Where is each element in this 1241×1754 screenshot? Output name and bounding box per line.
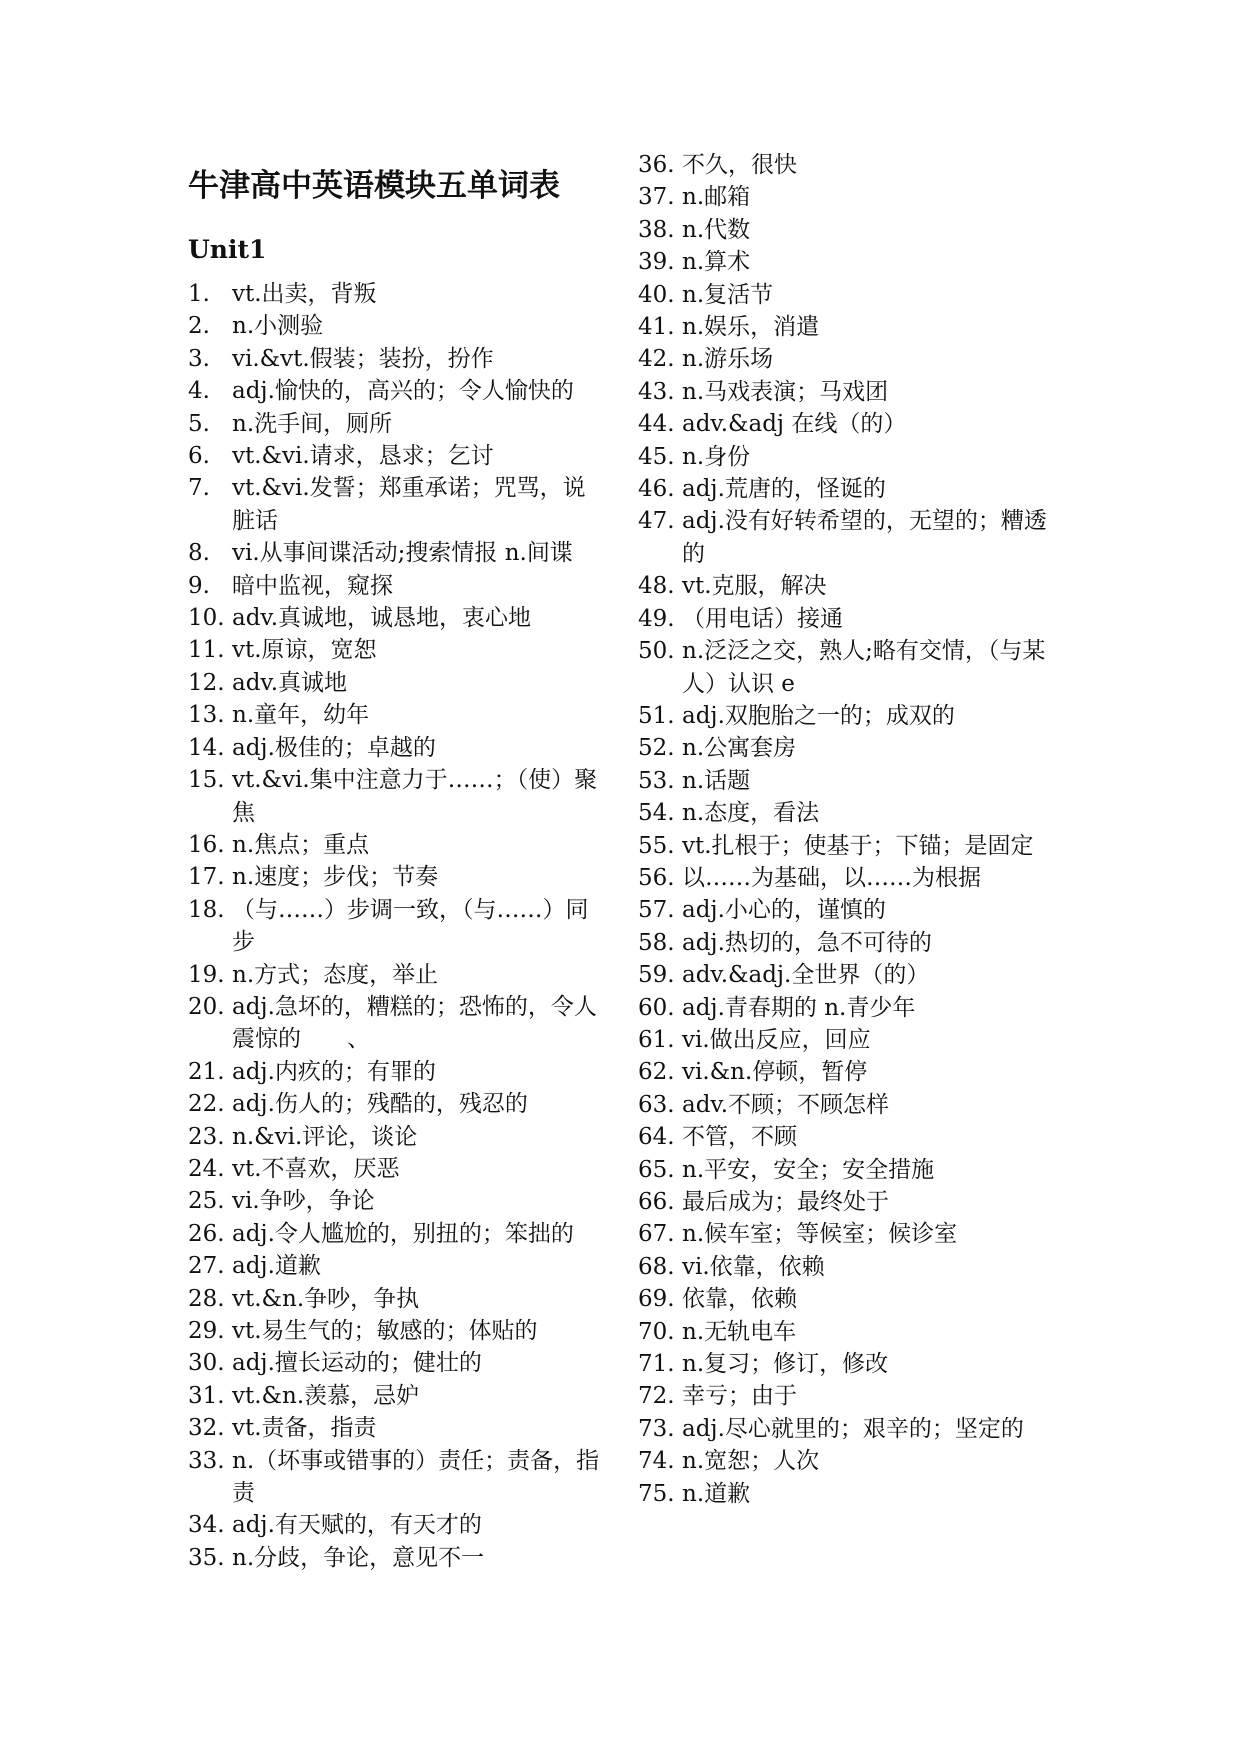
entry-number: 6. (188, 443, 210, 470)
entry-number: 45. (638, 443, 675, 470)
entry-definition: （用电话）接通 (682, 605, 843, 632)
entry-number: 42. (638, 346, 675, 373)
entry-definition: n.复习；修订，修改 (682, 1351, 889, 1378)
entry-number: 41. (638, 314, 675, 341)
entry-number: 33. (188, 1447, 225, 1474)
entry-definition: n.童年，幼年 (232, 702, 370, 729)
entry-number: 43. (638, 378, 675, 405)
unit-heading: Unit1 (188, 235, 267, 264)
vocabulary-entry (188, 1315, 608, 1347)
entry-definition: 以……为基础，以……为根据 (682, 864, 981, 891)
vocabulary-entry (638, 279, 1058, 311)
entry-definition: adj.急坏的，糟糕的；恐怖的，令人震惊的 、 (232, 993, 597, 1053)
entry-number: 12. (188, 669, 225, 696)
entry-definition: adv.真诚地 (232, 669, 348, 696)
vocabulary-entry (188, 1121, 608, 1153)
entry-definition: n.小测验 (232, 313, 324, 340)
entry-number: 9. (188, 572, 210, 599)
entry-number: 61. (638, 1026, 675, 1053)
entry-definition: vi.从事间谍活动;搜索情报 n.间谍 (232, 540, 573, 567)
entry-number: 48. (638, 573, 675, 600)
entry-number: 21. (188, 1058, 225, 1085)
entry-definition: n.分歧，争论，意见不一 (232, 1544, 485, 1571)
right-vocabulary-column (638, 149, 1058, 1510)
vocabulary-entry (638, 343, 1058, 375)
entry-number: 5. (188, 410, 210, 437)
entry-definition: vi.&n.停顿，暂停 (682, 1059, 868, 1086)
vocabulary-entry (638, 1283, 1058, 1315)
vocabulary-entry (188, 1412, 608, 1444)
entry-definition: n.（坏事或错事的）责任；责备，指责 (232, 1447, 600, 1507)
entry-definition: vt.原谅，宽恕 (232, 637, 377, 664)
entry-number: 19. (188, 961, 225, 988)
vocabulary-entry (638, 1186, 1058, 1218)
entry-definition: adj.极佳的；卓越的 (232, 734, 436, 761)
entry-definition: vt.&vi.集中注意力于……；（使）聚焦 (232, 767, 598, 826)
entry-definition: 最后成为；最终处于 (682, 1189, 889, 1215)
vocabulary-entry (638, 311, 1058, 343)
entry-definition: adj.伤人的；残酷的，残忍的 (232, 1091, 528, 1118)
entry-definition: adj.令人尴尬的，别扭的；笨拙的 (232, 1220, 574, 1247)
entry-number: 54. (638, 800, 675, 827)
vocabulary-entry (638, 149, 1058, 181)
vocabulary-entry (638, 1348, 1058, 1380)
entry-definition: n.话题 (682, 767, 751, 794)
vocabulary-entry (188, 472, 608, 537)
entry-definition: n.平安，安全；安全措施 (682, 1156, 935, 1183)
entry-definition: adj.道歉 (232, 1253, 321, 1280)
entry-definition: n.宽恕；人次 (682, 1448, 820, 1475)
entry-number: 10. (188, 605, 225, 632)
entry-number: 1. (188, 281, 210, 307)
entry-number: 18. (188, 896, 225, 923)
entry-number: 51. (638, 702, 675, 729)
entry-number: 17. (188, 864, 225, 891)
vocabulary-entry (188, 1542, 608, 1574)
vocabulary-entry (638, 1316, 1058, 1348)
vocabulary-entry (188, 310, 608, 342)
entry-number: 72. (638, 1383, 675, 1410)
vocabulary-entry (188, 732, 608, 764)
vocabulary-entry (638, 927, 1058, 959)
entry-number: 71. (638, 1351, 675, 1378)
entry-number: 22. (188, 1091, 225, 1118)
vocabulary-entry (188, 408, 608, 440)
vocabulary-entry (638, 1445, 1058, 1477)
entry-number: 15. (188, 767, 225, 794)
vocabulary-entry (638, 635, 1058, 700)
entry-definition: adj.青春期的 n.青少年 (682, 994, 916, 1021)
entry-definition: adj.双胞胎之一的；成双的 (682, 702, 955, 729)
entry-definition: adv.真诚地，诚恳地，衷心地 (232, 605, 532, 632)
entry-definition: n.代数 (682, 216, 751, 243)
entry-definition: adj.尽心就里的；艰辛的；坚定的 (682, 1415, 1024, 1442)
vocabulary-entry (188, 1509, 608, 1541)
entry-number: 53. (638, 767, 675, 794)
entry-definition: vt.责备，指责 (232, 1415, 377, 1442)
vocabulary-entry (188, 1347, 608, 1379)
vocabulary-entry (638, 894, 1058, 926)
vocabulary-entry (188, 894, 608, 959)
entry-number: 25. (188, 1188, 225, 1215)
entry-number: 3. (188, 345, 210, 372)
vocabulary-entry (638, 1413, 1058, 1445)
entry-number: 55. (638, 832, 675, 859)
entry-definition: vi.&vt.假装；装扮，扮作 (232, 345, 494, 372)
vocabulary-entry (638, 700, 1058, 732)
entry-definition: 不久，很快 (682, 152, 797, 178)
entry-number: 4. (188, 378, 210, 405)
entry-number: 31. (188, 1382, 225, 1409)
entry-definition: vt.出卖，背叛 (232, 281, 377, 307)
entry-number: 69. (638, 1286, 675, 1313)
vocabulary-entry (638, 732, 1058, 764)
entry-definition: vt.不喜欢，厌恶 (232, 1155, 400, 1182)
entry-number: 23. (188, 1123, 225, 1150)
entry-number: 68. (638, 1253, 675, 1280)
entry-definition: vi.依靠，依赖 (682, 1253, 825, 1280)
entry-definition: 不管，不顾 (682, 1124, 797, 1151)
left-vocabulary-column (188, 278, 608, 1574)
vocabulary-entry (638, 1380, 1058, 1412)
vocabulary-entry (638, 603, 1058, 635)
entry-number: 44. (638, 411, 675, 438)
entry-definition: n.速度；步伐；节奏 (232, 864, 439, 891)
entry-definition: n.方式；态度，举止 (232, 961, 439, 988)
vocabulary-entry (638, 1251, 1058, 1283)
entry-definition: adj.荒唐的，怪诞的 (682, 476, 886, 503)
entry-number: 38. (638, 216, 675, 243)
entry-number: 2. (188, 313, 210, 340)
entry-number: 57. (638, 897, 675, 924)
entry-definition: n.算术 (682, 249, 751, 276)
vocabulary-entry (638, 797, 1058, 829)
entry-definition: vt.扎根于；使基于；下锚；是固定 (682, 832, 1034, 859)
vocabulary-entry (188, 764, 608, 829)
entry-number: 37. (638, 184, 675, 211)
entry-number: 11. (188, 637, 225, 664)
entry-definition: 暗中监视，窥探 (232, 572, 393, 599)
vocabulary-entry (638, 959, 1058, 991)
entry-definition: vt.克服，解决 (682, 573, 827, 600)
entry-number: 8. (188, 540, 210, 567)
entry-definition: n.洗手间，厕所 (232, 410, 393, 437)
entry-definition: n.&vi.评论，谈论 (232, 1123, 418, 1150)
vocabulary-entry (188, 537, 608, 569)
entry-number: 36. (638, 152, 675, 178)
entry-number: 27. (188, 1253, 225, 1280)
entry-number: 49. (638, 605, 675, 632)
entry-number: 70. (638, 1318, 675, 1345)
entry-number: 35. (188, 1544, 225, 1571)
vocabulary-entry (188, 440, 608, 472)
entry-definition: （与……）步调一致，（与……）同步 (232, 896, 589, 956)
entry-definition: vt.&n.羡慕，忌妒 (232, 1382, 420, 1409)
entry-definition: adj.擅长运动的；健壮的 (232, 1350, 482, 1377)
entry-number: 13. (188, 702, 225, 729)
entry-number: 24. (188, 1155, 225, 1182)
vocabulary-entry (638, 1024, 1058, 1056)
vocabulary-entry (188, 991, 608, 1056)
entry-definition: vt.&vi.发誓；郑重承诺；咒骂，说脏话 (232, 475, 586, 534)
entry-definition: n.马戏表演；马戏团 (682, 378, 889, 405)
vocabulary-entry (638, 1154, 1058, 1186)
entry-definition: adj.小心的，谨慎的 (682, 897, 886, 924)
entry-definition: n.娱乐，消遣 (682, 314, 820, 341)
vocabulary-entry (188, 570, 608, 602)
vocabulary-entry (638, 992, 1058, 1024)
entry-definition: n.身份 (682, 443, 751, 470)
entry-number: 59. (638, 962, 675, 989)
entry-definition: vi.争吵，争论 (232, 1188, 375, 1215)
entry-number: 16. (188, 831, 225, 858)
entry-definition: n.公寓套房 (682, 735, 797, 762)
entry-number: 63. (638, 1091, 675, 1118)
entry-definition: adv.&adj.全世界（的） (682, 962, 930, 989)
vocabulary-entry (188, 959, 608, 991)
entry-definition: n.泛泛之交，熟人;略有交情，（与某人）认识 e (682, 638, 1046, 697)
vocabulary-entry (188, 602, 608, 634)
vocabulary-entry (188, 861, 608, 893)
entry-definition: adj.没有好转希望的，无望的；糟透的 (682, 508, 1047, 567)
vocabulary-entry (188, 343, 608, 375)
entry-definition: adj.愉快的，高兴的；令人愉快的 (232, 378, 574, 405)
vocabulary-entry (638, 1089, 1058, 1121)
entry-number: 67. (638, 1221, 675, 1248)
entry-number: 20. (188, 993, 225, 1020)
vocabulary-entry (188, 1185, 608, 1217)
entry-definition: n.焦点；重点 (232, 831, 370, 858)
vocabulary-entry (638, 473, 1058, 505)
vocabulary-entry (188, 829, 608, 861)
entry-definition: adj.有天赋的，有天才的 (232, 1512, 482, 1539)
vocabulary-entry (638, 830, 1058, 862)
entry-definition: adj.热切的，急不可待的 (682, 929, 932, 956)
entry-number: 32. (188, 1415, 225, 1442)
entry-definition: vt.&vi.请求，恳求；乞讨 (232, 443, 494, 470)
vocabulary-entry (188, 634, 608, 666)
entry-number: 29. (188, 1318, 225, 1344)
vocabulary-entry (188, 699, 608, 731)
entry-definition: adj.内疚的；有罪的 (232, 1058, 436, 1085)
vocabulary-entry (638, 1218, 1058, 1250)
entry-number: 40. (638, 281, 675, 308)
entry-number: 58. (638, 929, 675, 956)
entry-definition: n.道歉 (682, 1480, 751, 1507)
entry-number: 14. (188, 734, 225, 761)
entry-number: 74. (638, 1448, 675, 1475)
entry-definition: vt.易生气的；敏感的；体贴的 (232, 1318, 538, 1344)
vocabulary-entry (638, 441, 1058, 473)
vocabulary-entry (188, 1250, 608, 1282)
vocabulary-entry (638, 181, 1058, 213)
entry-number: 34. (188, 1512, 225, 1539)
entry-number: 39. (638, 249, 675, 276)
vocabulary-entry (188, 375, 608, 407)
entry-definition: 依靠，依赖 (682, 1286, 797, 1313)
vocabulary-entry (188, 278, 608, 310)
entry-number: 62. (638, 1059, 675, 1086)
entry-definition: n.候车室；等候室；候诊室 (682, 1221, 958, 1248)
entry-number: 26. (188, 1220, 225, 1247)
vocabulary-entry (638, 1121, 1058, 1153)
entry-number: 7. (188, 475, 210, 502)
vocabulary-entry (188, 667, 608, 699)
entry-definition: 幸亏；由于 (682, 1383, 797, 1410)
entry-number: 56. (638, 864, 675, 891)
vocabulary-entry (638, 408, 1058, 440)
entry-definition: vi.做出反应，回应 (682, 1026, 871, 1053)
entry-definition: adv.&adj 在线（的） (682, 411, 907, 438)
entry-number: 52. (638, 735, 675, 762)
vocabulary-entry (188, 1153, 608, 1185)
vocabulary-entry (638, 765, 1058, 797)
document-title: 牛津高中英语模块五单词表 (188, 168, 560, 204)
entry-number: 66. (638, 1189, 675, 1215)
entry-definition: vt.&n.争吵，争执 (232, 1285, 420, 1312)
vocabulary-entry (638, 214, 1058, 246)
entry-number: 75. (638, 1480, 675, 1507)
entry-number: 60. (638, 994, 675, 1021)
entry-definition: n.复活节 (682, 281, 774, 308)
vocabulary-entry (188, 1445, 608, 1510)
vocabulary-entry (638, 505, 1058, 570)
vocabulary-entry (188, 1218, 608, 1250)
vocabulary-entry (638, 570, 1058, 602)
vocabulary-entry (638, 862, 1058, 894)
entry-definition: adv.不顾；不顾怎样 (682, 1091, 890, 1118)
vocabulary-entry (638, 246, 1058, 278)
vocabulary-entry (638, 1056, 1058, 1088)
entry-number: 73. (638, 1415, 675, 1442)
entry-number: 64. (638, 1124, 675, 1151)
entry-number: 50. (638, 638, 675, 665)
vocabulary-entry (188, 1283, 608, 1315)
vocabulary-entry (638, 1478, 1058, 1510)
vocabulary-entry (188, 1088, 608, 1120)
vocabulary-entry (188, 1056, 608, 1088)
entry-definition: n.游乐场 (682, 346, 774, 373)
entry-definition: n.邮箱 (682, 184, 751, 211)
entry-number: 30. (188, 1350, 225, 1377)
vocabulary-entry (188, 1380, 608, 1412)
entry-number: 28. (188, 1285, 225, 1312)
entry-number: 47. (638, 508, 675, 535)
entry-definition: n.无轨电车 (682, 1318, 797, 1345)
entry-number: 46. (638, 476, 675, 503)
entry-definition: n.态度，看法 (682, 800, 820, 827)
vocabulary-entry (638, 376, 1058, 408)
entry-number: 65. (638, 1156, 675, 1183)
